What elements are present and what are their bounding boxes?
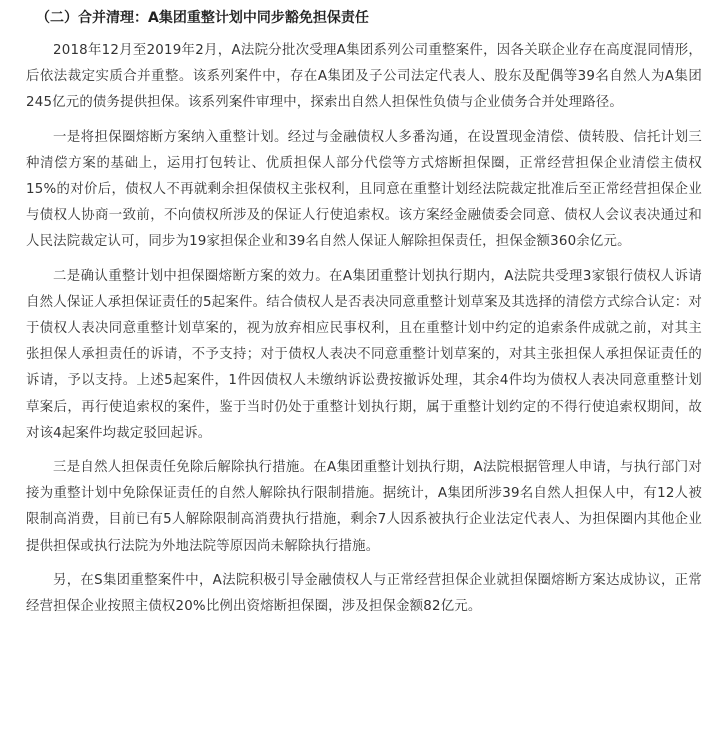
paragraph-point-three: 三是自然人担保责任免除后解除执行措施。在A集团重整计划执行期，A法院根据管理人申请，与执行部门对接为重整计划中免除保证责任的自然人解除执行限制措施。据统计，A集团所涉39名自然人担保人中，有12人被限制高消费，目前已有5人解除限制高消费执行措施，剩余7人因系被执行企业法定代表人、为担保圈内其他企业提供担保或执行法院为外地法院等原因尚未解除执行措施。 bbox=[26, 460, 702, 554]
paragraph-point-one: 一是将担保圈熔断方案纳入重整计划。经过与金融债权人多番沟通，在设置现金清偿、债转股、信托计划三种清偿方案的基础上，运用打包转让、优质担保人部分代偿等方式熔断担保圈，正常经营担保企业清偿主债权15%的对价后，债权人不再就剩余担保债权主张权利，且同意在重整计划经法院裁定批准后至正常经营担保企业与债权人协商一致前，不向债权所涉及的保证人行使追索权。该方案经金融债委会同意、债权人会议表决通过和人民法院裁定认可，同步为19家担保企业和39名自然人保证人解除担保责任，担保金额360余亿元。 bbox=[26, 129, 702, 250]
paragraph-point-two: 二是确认重整计划中担保圈熔断方案的效力。在A集团重整计划执行期内，A法院共受理3家银行债权人诉请自然人保证人承担保证责任的5起案件。结合债权人是否表决同意重整计划草案及其选择的清偿方式综合认定：对于债权人表决同意重整计划草案的，视为放弃相应民事权利，且在重整计划中约定的追索条件成就之前，对其主张担保人承担责任的诉请，不予支持；对于债权人表决不同意重整计划草案的，对其主张担保人承担保证责任的诉请，予以支持。上述5起案件，1件因债权人未缴纳诉讼费按撤诉处理，其余4件均为债权人表决同意重整计划草案后，再行使追索权的案件，鉴于当时仍处于重整计划执行期，属于重整计划约定的不得行使追索权期间，故对该4起案件均裁定驳回起诉。 bbox=[26, 268, 702, 441]
section-heading: （二）合并清理：A集团重整计划中同步豁免担保责任 bbox=[36, 10, 369, 26]
paragraph-intro: 2018年12月至2019年2月，A法院分批次受理A集团系列公司重整案件，因各关联企业存在高度混同情形，后依法裁定实质合并重整。该系列案件中，存在A集团及子公司法定代表人、股东及配偶等39名自然人为A集团245亿元的债务提供担保。该系列案件审理中，探索出自然人担保性负债与企业债务合并处理路径。 bbox=[26, 43, 702, 111]
document-body bbox=[26, 4, 702, 628]
paragraph-additional: 另，在S集团重整案件中，A法院积极引导金融债权人与正常经营担保企业就担保圈熔断方案达成协议，正常经营担保企业按照主债权20%比例出资熔断担保圈，涉及担保金额82亿元。 bbox=[26, 572, 702, 615]
